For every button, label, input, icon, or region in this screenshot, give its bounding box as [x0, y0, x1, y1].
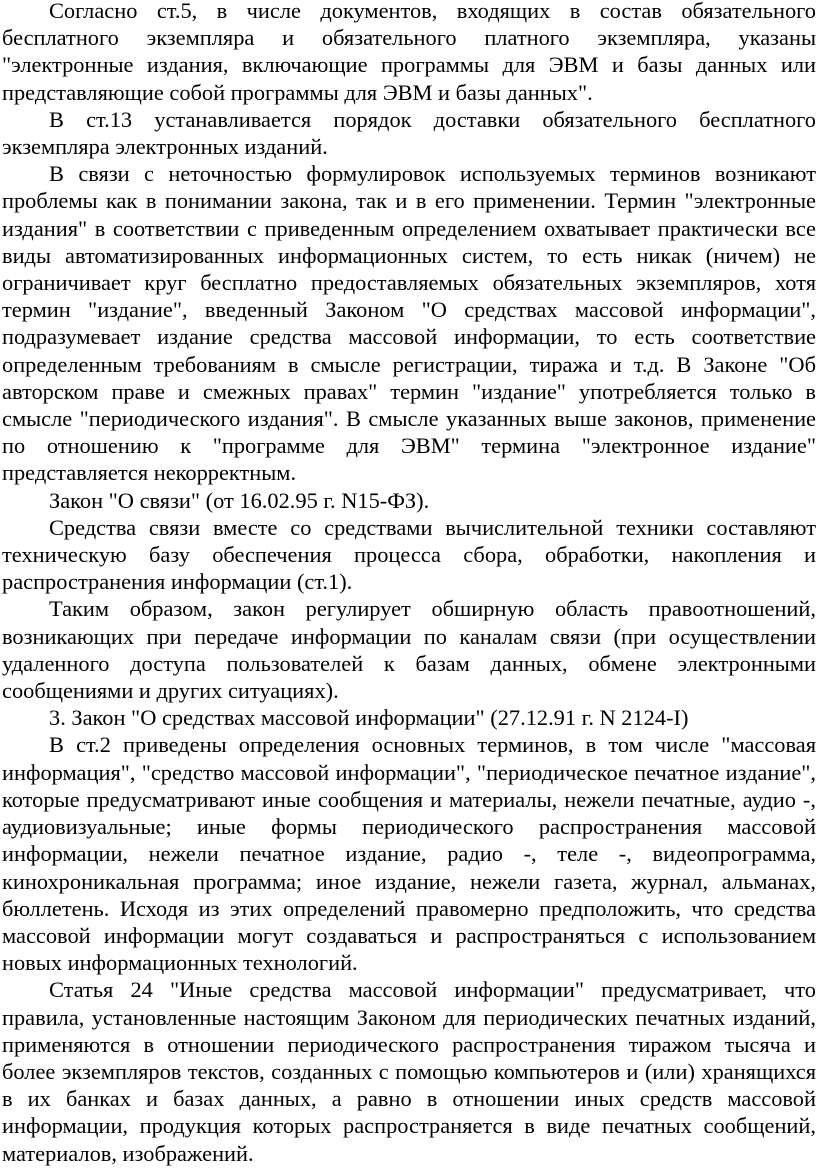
paragraph-law-regulates: Таким образом, закон регулирует обширную область правоотношений, возникающих при передаче информации по каналам связи (при осуществлении удаленного доступа пользователей к базам данных, обмене электронными сообщениями и других ситуациях).	[2, 596, 816, 704]
paragraph-law-on-communications: Закон "О связи" (от 16.02.95 г. N15-ФЗ).	[49, 487, 430, 513]
paragraph-article-2-definitions: В ст.2 приведены определения основных терминов, в том числе "массовая информация", "средство массовой информации", "периодическое печатное издание", которые предусматривают иные сообщения и материалы, нежели печатные, аудио -, аудиовизуальные; иные формы периодического распространения массовой информации, нежели печатное издание, радио -, теле -, видеопрограмма, кинохроникальная программа; иное издание, нежели газета, журнал, альманах, бюллетень. Исходя из этих определений правомерно предположить, что средства массовой информации могут создаваться и распространяться с использованием новых информационных технологий.	[2, 732, 816, 976]
paragraph-mass-media-law: 3. Закон "О средствах массовой информации" (27.12.91 г. N 2124-I)	[49, 705, 689, 731]
paragraph-terms-problems: В связи с неточностью формулировок используемых терминов возникают проблемы как в понимании закона, так и в его применении. Термин "электронные издания" в соответствии с приведенным определением охватывает практически все виды автоматизированных информационных систем, то есть никак (ничем) не ограничивает круг бесплатно предоставляемых обязательных экземпляров, хотя термин "издание", введенный Законом "О средствах массовой информации", подразумевает издание средства массовой информации, то есть соответствие определенным требованиям в смысле регистрации, тиража и т.д. В Законе "Об авторском праве и смежных правах" термин "издание" употребляется только в смысле "периодического издания". В смысле указанных выше законов, применение по отношению к "программе для ЭВМ" термина "электронное издание" представляется некорректным.	[2, 161, 816, 486]
paragraph-communication-means: Средства связи вместе со средствами вычислительной техники составляют техническую базу обеспечения процесса сбора, обработки, накопления и распространения информации (ст.1).	[2, 514, 816, 595]
paragraph-article-5: Согласно ст.5, в числе документов, входящих в состав обязательного бесплатного экземпляра и обязательного платного экземпляра, указаны "электронные издания, включающие программы для ЭВМ и базы данных или представляющие собой программы для ЭВМ и базы данных".	[2, 0, 816, 105]
paragraph-article-13: В ст.13 устанавливается порядок доставки обязательного бесплатного экземпляра электронных изданий.	[2, 106, 816, 160]
paragraph-article-24: Статья 24 "Иные средства массовой информации" предусматривает, что правила, установленные настоящим Законом для периодических печатных изданий, применяются в отношении периодического распространения тиражом тысяча и более экземпляров текстов, созданных с помощью компьютеров и (или) хранящихся в их банках и базах данных, а равно в отношении иных средств массовой информации, продукция которых распространяется в виде печатных сообщений, материалов, изображений.	[2, 977, 816, 1166]
